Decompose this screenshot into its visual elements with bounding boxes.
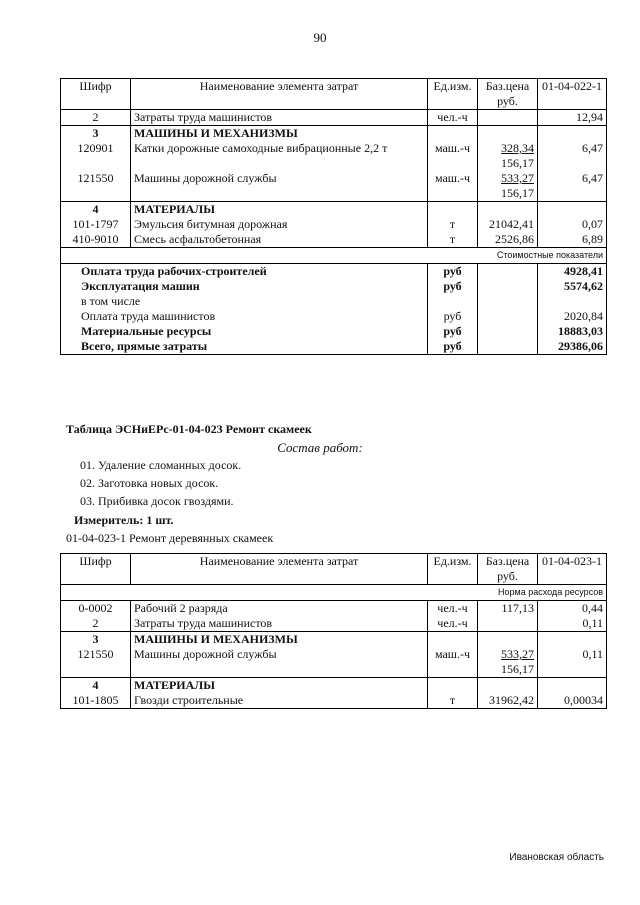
cost-table-1 xyxy=(60,78,607,355)
table-row xyxy=(61,616,607,632)
table-row xyxy=(61,141,607,171)
row-name: Машины дорожной службы xyxy=(131,647,428,678)
table-subheader xyxy=(61,585,607,601)
col-header-price: Баз.цена руб. xyxy=(478,554,538,585)
row-price xyxy=(478,126,538,142)
row-norm-value: 6,89 xyxy=(538,232,607,248)
page-number: 90 xyxy=(313,30,327,45)
row-unit xyxy=(428,126,478,142)
section-row xyxy=(61,632,607,648)
totals-name: Оплата труда рабочих-строителей xyxy=(61,264,428,280)
totals-price-empty xyxy=(478,264,538,280)
totals-row xyxy=(61,279,607,294)
row-norm-value: 0,11 xyxy=(538,647,607,678)
row-name: МАШИНЫ И МЕХАНИЗМЫ xyxy=(131,632,428,648)
row-code: 3 xyxy=(61,126,131,142)
row-name: Гвозди строительные xyxy=(131,693,428,709)
totals-price-empty xyxy=(478,309,538,324)
row-price xyxy=(478,678,538,694)
row-price xyxy=(478,110,538,126)
row-norm-value xyxy=(538,678,607,694)
price-value: 2526,86 xyxy=(495,232,534,246)
row-name: Эмульсия битумная дорожная xyxy=(131,217,428,232)
row-code: 4 xyxy=(61,678,131,694)
row-unit: чел.-ч xyxy=(428,110,478,126)
totals-price-empty xyxy=(478,294,538,309)
row-name: Смесь асфальтобетонная xyxy=(131,232,428,248)
row-norm-value xyxy=(538,202,607,218)
row-price xyxy=(478,601,538,617)
row-price xyxy=(478,171,538,202)
row-norm-value xyxy=(538,632,607,648)
row-norm-value: 0,00034 xyxy=(538,693,607,709)
work-composition-label: Состав работ: xyxy=(277,440,363,455)
row-name: МАТЕРИАЛЫ xyxy=(131,202,428,218)
row-unit: маш.-ч xyxy=(428,141,478,171)
totals-value: 5574,62 xyxy=(538,279,607,294)
row-norm-value xyxy=(538,126,607,142)
row-price xyxy=(478,647,538,678)
row-price xyxy=(478,693,538,709)
row-code: 121550 xyxy=(61,171,131,202)
price-value: 21042,41 xyxy=(489,217,534,231)
row-code: 2 xyxy=(61,616,131,632)
price-secondary-value: 156,17 xyxy=(501,662,534,676)
row-norm-value: 12,94 xyxy=(538,110,607,126)
row-name: Затраты труда машинистов xyxy=(131,616,428,632)
subheader-label: Стоимостные показатели xyxy=(61,248,607,264)
row-norm-value: 0,44 xyxy=(538,601,607,617)
totals-name: в том числе xyxy=(61,294,428,309)
totals-name: Эксплуатация машин xyxy=(61,279,428,294)
row-code: 0-0002 xyxy=(61,601,131,617)
row-norm-value: 6,47 xyxy=(538,141,607,171)
col-header-unit: Ед.изм. xyxy=(428,79,478,110)
row-code: 101-1805 xyxy=(61,693,131,709)
row-norm-value: 0,11 xyxy=(538,616,607,632)
section-row xyxy=(61,678,607,694)
operation-item: 01. Удаление сломанных досок. xyxy=(80,458,242,472)
row-code: 4 xyxy=(61,202,131,218)
price-secondary-value: 156,17 xyxy=(501,186,534,200)
meter-label: Измеритель: 1 шт. xyxy=(74,513,174,527)
row-name: Машины дорожной службы xyxy=(131,171,428,202)
col-header-name: Наименование элемента затрат xyxy=(131,554,428,585)
totals-value: 29386,06 xyxy=(538,339,607,355)
table-row xyxy=(61,647,607,678)
totals-row xyxy=(61,264,607,280)
row-code: 2 xyxy=(61,110,131,126)
row-name: МАШИНЫ И МЕХАНИЗМЫ xyxy=(131,126,428,142)
operation-item: 03. Прибивка досок гвоздями. xyxy=(80,494,234,508)
row-price xyxy=(478,217,538,232)
totals-unit: руб xyxy=(428,264,478,280)
price-value: 533,27 xyxy=(501,647,534,661)
totals-value: 18883,03 xyxy=(538,324,607,339)
row-name: Катки дорожные самоходные вибрационные 2,2 т xyxy=(131,141,428,171)
row-code: 121550 xyxy=(61,647,131,678)
price-value: 328,34 xyxy=(501,141,534,155)
col-header-norm-code: 01-04-022-1 xyxy=(538,79,607,110)
row-name: Затраты труда машинистов xyxy=(131,110,428,126)
col-header-code: Шифр xyxy=(61,554,131,585)
row-code: 410-9010 xyxy=(61,232,131,248)
row-norm-value: 0,07 xyxy=(538,217,607,232)
subheader-label: Норма расхода ресурсов xyxy=(61,585,607,601)
row-price xyxy=(478,141,538,171)
totals-unit: руб xyxy=(428,279,478,294)
row-code: 3 xyxy=(61,632,131,648)
row-price xyxy=(478,616,538,632)
row-unit: т xyxy=(428,232,478,248)
totals-value: 2020,84 xyxy=(538,309,607,324)
row-unit xyxy=(428,678,478,694)
col-header-name: Наименование элемента затрат xyxy=(131,79,428,110)
row-price xyxy=(478,632,538,648)
col-header-unit: Ед.изм. xyxy=(428,554,478,585)
table-2-body xyxy=(61,601,607,709)
totals-row xyxy=(61,309,607,324)
totals-unit: руб xyxy=(428,309,478,324)
price-secondary-value: 156,17 xyxy=(501,156,534,170)
section-row xyxy=(61,202,607,218)
row-unit: чел.-ч xyxy=(428,616,478,632)
table-row xyxy=(61,601,607,617)
table-header xyxy=(61,554,607,585)
row-unit: т xyxy=(428,693,478,709)
row-name: МАТЕРИАЛЫ xyxy=(131,678,428,694)
totals-name: Оплата труда машинистов xyxy=(61,309,428,324)
table-subheader xyxy=(61,248,607,264)
row-unit xyxy=(428,632,478,648)
row-unit: маш.-ч xyxy=(428,647,478,678)
col-header-code: Шифр xyxy=(61,79,131,110)
table-2-heading: Таблица ЭСНиЕРс-01-04-023 Ремонт скамеек xyxy=(66,422,312,436)
col-header-price: Баз.цена руб. xyxy=(478,79,538,110)
row-unit: маш.-ч xyxy=(428,171,478,202)
totals-name: Всего, прямые затраты xyxy=(61,339,428,355)
table-1-body xyxy=(61,110,607,248)
table-row xyxy=(61,693,607,709)
price-value: 117,13 xyxy=(501,601,534,615)
totals-row xyxy=(61,324,607,339)
row-name: Рабочий 2 разряда xyxy=(131,601,428,617)
totals-unit xyxy=(428,294,478,309)
row-code: 101-1797 xyxy=(61,217,131,232)
table-row xyxy=(61,110,607,126)
table-1-totals xyxy=(61,264,607,355)
totals-row xyxy=(61,294,607,309)
totals-price-empty xyxy=(478,324,538,339)
table-row xyxy=(61,217,607,232)
row-unit: т xyxy=(428,217,478,232)
totals-price-empty xyxy=(478,279,538,294)
table-row xyxy=(61,171,607,202)
row-code: 120901 xyxy=(61,141,131,171)
table-header xyxy=(61,79,607,110)
section-row xyxy=(61,126,607,142)
footer-region: Ивановская область xyxy=(509,852,604,863)
totals-name: Материальные ресурсы xyxy=(61,324,428,339)
price-value: 31962,42 xyxy=(489,693,534,707)
cost-table-2 xyxy=(60,553,607,709)
row-price xyxy=(478,202,538,218)
totals-row xyxy=(61,339,607,355)
totals-price-empty xyxy=(478,339,538,355)
totals-value xyxy=(538,294,607,309)
col-header-norm-code: 01-04-023-1 xyxy=(538,554,607,585)
price-value: 533,27 xyxy=(501,171,534,185)
totals-unit: руб xyxy=(428,324,478,339)
row-norm-value: 6,47 xyxy=(538,171,607,202)
norm-code-line: 01-04-023-1 Ремонт деревянных скамеек xyxy=(66,531,274,545)
operation-item: 02. Заготовка новых досок. xyxy=(80,476,219,490)
row-unit: чел.-ч xyxy=(428,601,478,617)
totals-unit: руб xyxy=(428,339,478,355)
totals-value: 4928,41 xyxy=(538,264,607,280)
row-price xyxy=(478,232,538,248)
table-row xyxy=(61,232,607,248)
row-unit xyxy=(428,202,478,218)
